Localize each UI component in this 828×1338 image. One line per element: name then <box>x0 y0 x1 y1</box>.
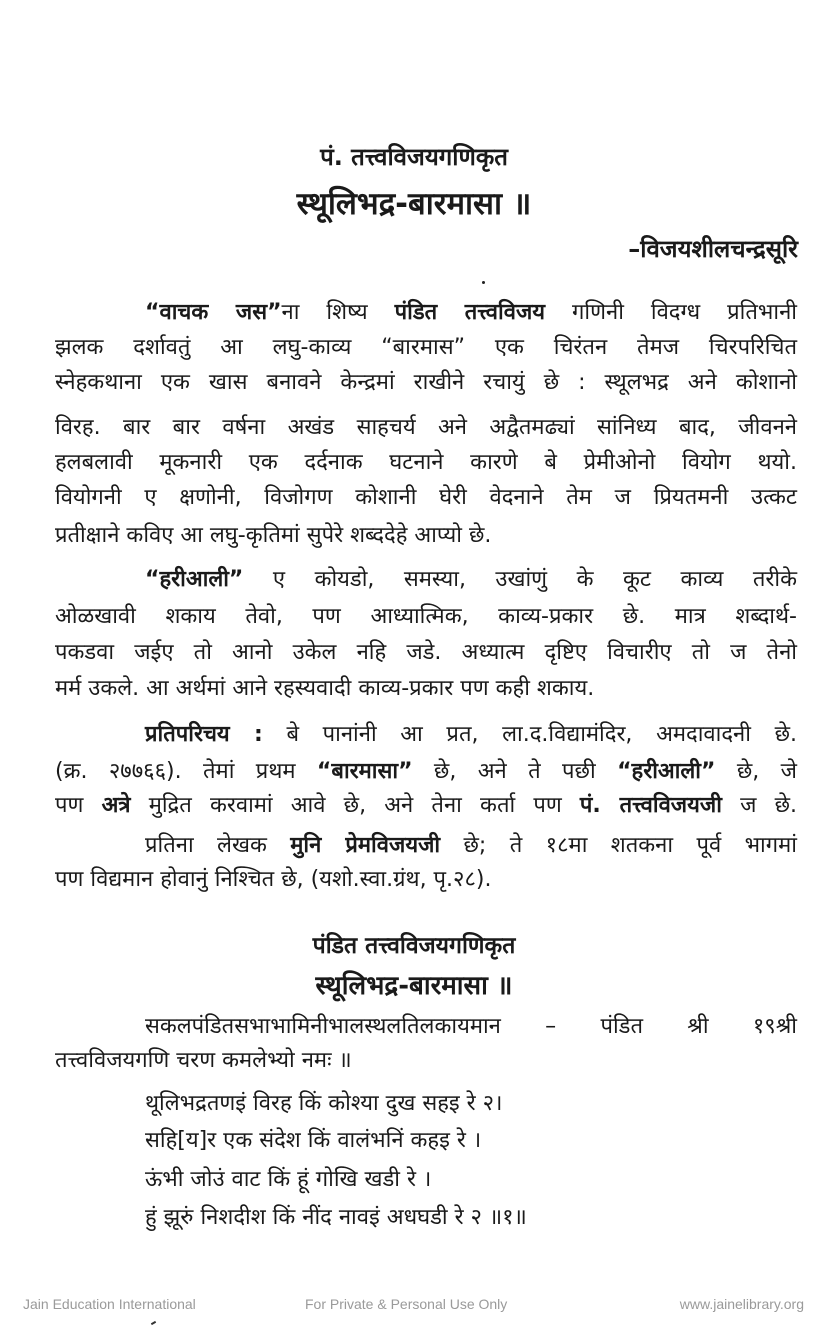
intro-p1-line4: विरह. बार बार वर्षना अखंड साहचर्य अने अद्वैतमढ्यां सांनिध्य बाद, जीवनने <box>55 415 797 440</box>
verse-line: थूलिभद्रतणइं विरह किं कोश्या दुख सहइ रे २। <box>145 1091 503 1116</box>
intro-p3-line1 <box>145 718 797 752</box>
invocation-line1: सकलपंडितसभाभामिनीभालस्थलतिलकायमान – पंडित श्री १९श्री <box>145 1014 797 1039</box>
bold-phrase: पंडित तत्त्वविजय <box>394 300 546 325</box>
intro-p2-line1 <box>145 563 797 597</box>
intro-p1-line6: वियोगनी ए क्षणोनी, विजोगण कोशानी घेरी वेदनाने तेम ज प्रियतमनी उत्कट <box>55 485 797 510</box>
text-span: मुद्रित करवामां आवे छे, अने तेना कर्ता पण <box>130 793 580 818</box>
verse-line: ऊंभी जोउं वाट किं हूं गोखि खडी रे । <box>145 1167 432 1192</box>
bold-phrase: “हरीआली” <box>617 759 716 784</box>
text-span: ज छे. <box>721 793 797 818</box>
intro-p1-line3: स्नेहकथाना एक खास बनावने केन्द्रमां राखीने रचायुं छे : स्थूलभद्र अने कोशानो <box>55 370 797 395</box>
text-span: पण <box>55 793 102 818</box>
intro-p2-line3: पकडवा जईए तो आनो उकेल नहि जडे. अध्यात्म दृष्टिए विचारीए तो ज तेनो <box>55 640 797 665</box>
intro-p1-line5: हलबलावी मूकनारी एक दर्दनाक घटनाने कारणे बे प्रेमीओनो वियोग थयो. <box>55 450 797 475</box>
bold-phrase: प्रतिपरिचय : <box>145 722 263 747</box>
verse-line: सहि[य]र एक संदेश किं वालंभनिं कहइ रे । <box>145 1128 482 1153</box>
text-span: प्रतिना लेखक <box>145 833 291 858</box>
article-title: स्थूलिभद्र-बारमासा ॥ <box>296 186 532 222</box>
text-title: स्थूलिभद्र-बारमासा ॥ <box>315 971 513 1001</box>
text-span: गणिनी विदग्ध प्रतिभानी <box>545 300 797 325</box>
intro-p1-line1 <box>145 296 797 330</box>
bold-phrase: पं. तत्त्वविजयजी <box>579 793 722 818</box>
bold-phrase: “वाचक जस” <box>145 300 282 325</box>
intro-p2-line4: मर्म उकले. आ अर्थमां आने रहस्यवादी काव्य-प्रकार पण कही शकाय. <box>55 676 595 701</box>
footer-usage-note: For Private & Personal Use Only <box>305 1296 508 1312</box>
intro-p1-line2: झलक दर्शावतुं आ लघु-काव्य “बारमास” एक चिरंतन तेमज चिरपरिचित <box>55 335 797 360</box>
text-span: (क्र. २७७६६). तेमां प्रथम <box>55 759 317 784</box>
text-span: छे, जे <box>715 759 797 784</box>
intro-p3-line3 <box>55 789 797 823</box>
footer-publisher: Jain Education International <box>23 1296 196 1312</box>
bold-phrase: “हरीआली” <box>145 567 244 592</box>
intro-p3-line2 <box>55 755 797 789</box>
intro-p4-line1 <box>145 829 797 863</box>
verse-line: हुं झूरुं निशदीश किं नींद नावइं अधघडी रे २ ॥१॥ <box>145 1205 527 1230</box>
bold-phrase: “बारमासा” <box>316 759 413 784</box>
intro-p4-line2: पण विद्यमान होवानुं निश्चित छे, (यशो.स्वा.ग्रंथ, पृ.२८). <box>55 867 492 892</box>
stray-mark <box>151 1321 156 1325</box>
text-span: ना शिष्य <box>281 300 395 325</box>
text-subtitle: पंडित तत्त्वविजयगणिकृत <box>312 933 516 959</box>
bold-phrase: अत्रे <box>101 793 131 818</box>
footer-website-link[interactable]: www.jainelibrary.org <box>679 1296 804 1312</box>
text-span: बे पानांनी आ प्रत, ला.द.विद्यामंदिर, अमदावादनी छे. <box>262 722 798 747</box>
bold-phrase: मुनि प्रेमविजयजी <box>290 833 441 858</box>
article-subtitle: पं. तत्त्वविजयगणिकृत <box>320 143 508 171</box>
invocation-line2: तत्त्वविजयगणि चरण कमलेभ्यो नमः ॥ <box>55 1048 352 1073</box>
text-span: ए कोयडो, समस्या, उखांणुं के कूट काव्य तरीके <box>243 567 797 592</box>
article-author: –विजयशीलचन्द्रसूरि <box>628 235 798 263</box>
stray-dot <box>482 281 485 284</box>
text-span: छे, अने ते पछी <box>412 759 618 784</box>
intro-p1-line7: प्रतीक्षाने कविए आ लघु-कृतिमां सुपेरे शब्ददेहे आप्यो छे. <box>55 523 492 548</box>
text-span: छे; ते १८मा शतकना पूर्व भागमां <box>440 833 797 858</box>
intro-p2-line2: ओळखावी शकाय तेवो, पण आध्यात्मिक, काव्य-प्रकार छे. मात्र शब्दार्थ- <box>55 604 797 629</box>
